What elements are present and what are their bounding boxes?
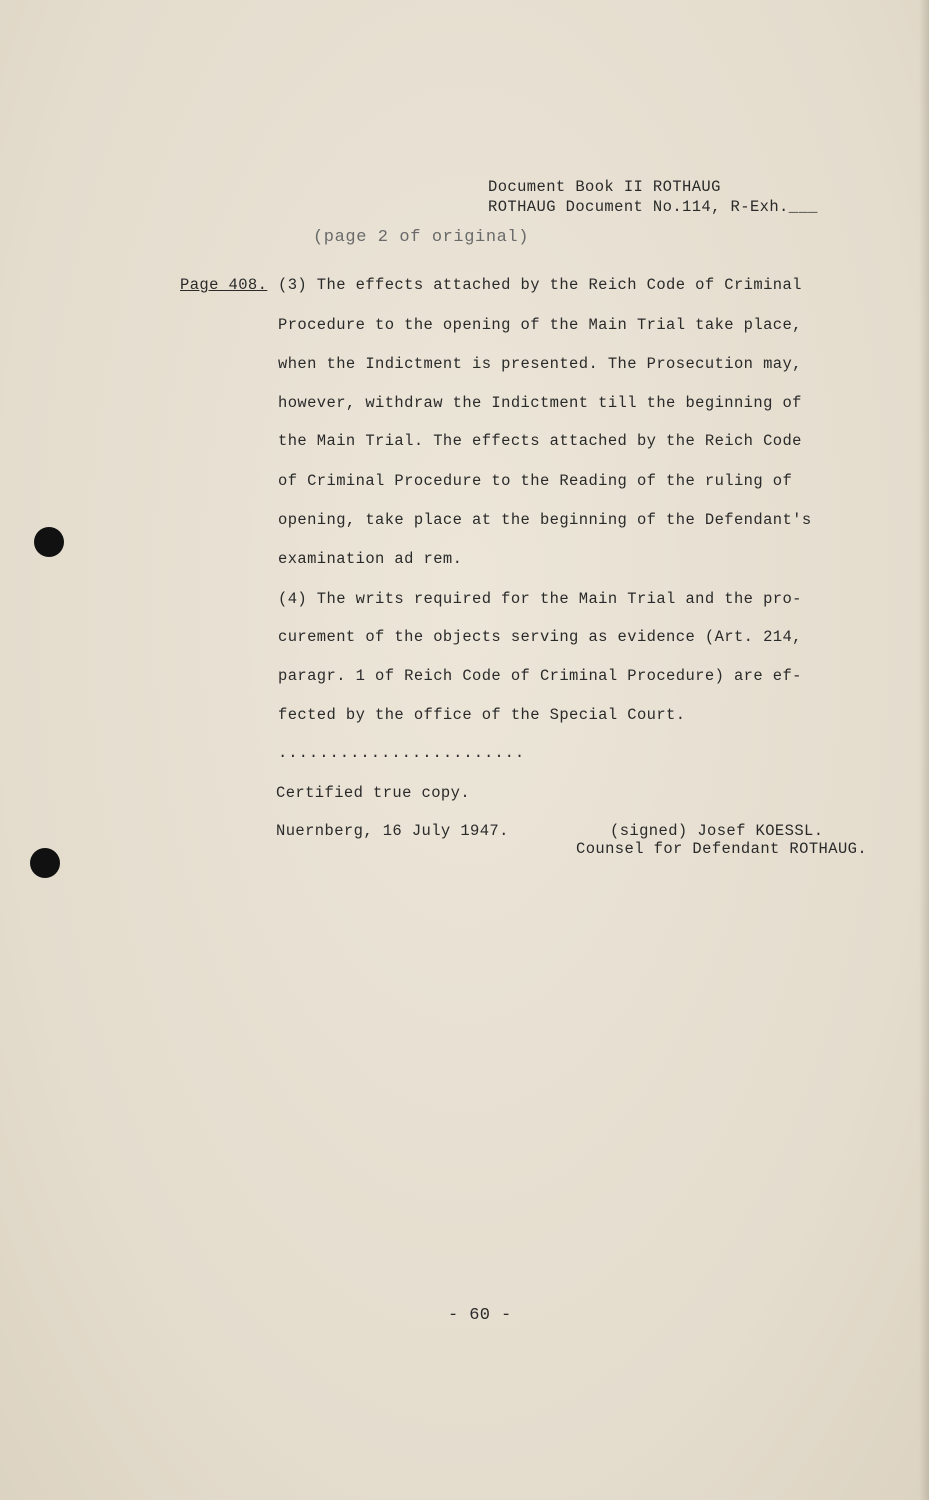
punch-hole — [34, 527, 64, 557]
body-text-line: (4) The writs required for the Main Trial and the pro- — [278, 590, 802, 608]
certification-statement: Certified true copy. — [276, 784, 471, 802]
body-text-line: Procedure to the opening of the Main Trial take place, — [278, 316, 802, 334]
document-number-header: ROTHAUG Document No.114, R-Exh.___ — [488, 198, 818, 216]
page-number: - 60 - — [448, 1306, 512, 1325]
body-text-line: the Main Trial. The effects attached by the Reich Code — [278, 432, 802, 450]
punch-hole — [30, 848, 60, 878]
dotted-separator: ........................ — [278, 744, 526, 762]
counsel-title: Counsel for Defendant ROTHAUG. — [576, 840, 868, 858]
place-and-date: Nuernberg, 16 July 1947. — [276, 822, 509, 840]
body-text-line: when the Indictment is presented. The Prosecution may, — [278, 355, 802, 373]
body-text-line: (3) The effects attached by the Reich Code of Criminal — [278, 276, 802, 294]
body-text-line: curement of the objects serving as evidence (Art. 214, — [278, 628, 802, 646]
body-text-line: of Criminal Procedure to the Reading of the ruling of — [278, 472, 793, 490]
body-text-line: however, withdraw the Indictment till the beginning of — [278, 394, 802, 412]
page-edge-shadow — [919, 0, 929, 1500]
body-text-line: paragr. 1 of Reich Code of Criminal Procedure) are ef- — [278, 667, 802, 685]
signature-line: (signed) Josef KOESSL. — [610, 822, 824, 840]
page-reference: Page 408. — [180, 276, 268, 294]
page-of-original-note: (page 2 of original) — [313, 228, 530, 247]
body-text-line: fected by the office of the Special Court. — [278, 706, 686, 724]
document-book-header: Document Book II ROTHAUG — [488, 178, 721, 196]
body-text-line: examination ad rem. — [278, 550, 463, 568]
body-text-line: opening, take place at the beginning of the Defendant's — [278, 511, 812, 529]
